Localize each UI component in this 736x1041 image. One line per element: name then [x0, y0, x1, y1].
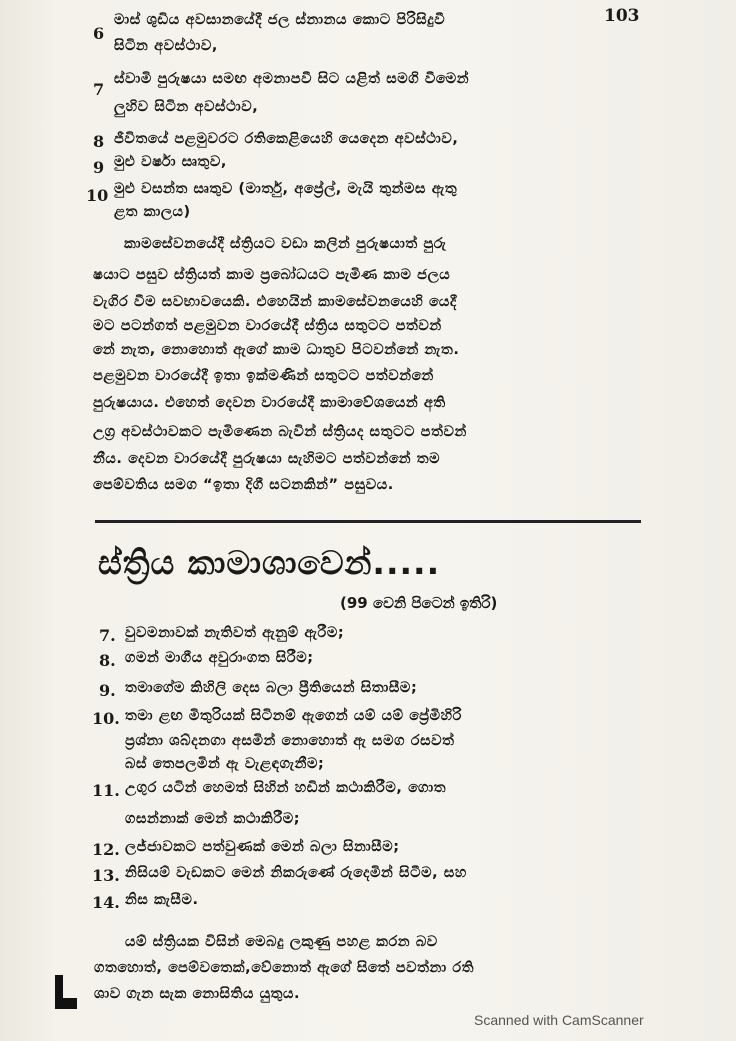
- list-item-number: 7: [93, 80, 105, 99]
- list-item-number: 14.: [92, 893, 120, 912]
- list-item-line: නිස කැසීම.: [125, 892, 199, 908]
- list-item-number: 9.: [99, 681, 116, 700]
- list-item-number: 7.: [99, 626, 116, 645]
- list-item-line: මාස් ශුඩිය අවසානයේදී ජල ස්නානය කොට පිරිසිදුවී: [114, 12, 446, 28]
- list-item-line: ජීවිතයේ පළමුවරට රතිකෙළියෙහි යෙදෙන අවස්ථාව,: [114, 131, 459, 147]
- list-item-line: බස් තෙපලමින් ඇ වැළඳගැනීම;: [125, 756, 325, 772]
- list-item-line: ස්වාමි පුරුෂයා සමඟ අමනාපවී සිට යළිත් සමගි වීමෙන්: [114, 71, 470, 87]
- paragraph-line: කාමසේවනයේදී ස්ත්‍රියට වඩා කලින් පුරුෂයාත් පුරු: [124, 236, 447, 252]
- paragraph-line: පුරුෂයාය. එහෙත් දෙවන වාරයේදී කාමාවේශයෙන් අති: [93, 395, 446, 411]
- paragraph-line: වැගිර වීම සවභාවයෙකි. එහෙයින් කාමසේවනයෙහි යෙදී: [93, 294, 457, 310]
- paragraph-line: නීය. දෙවන වාරයේදී පුරුෂයා සැහිමට පත්වන්නේ තම: [93, 451, 441, 467]
- list-item-line: ප්‍රශ්නා ශබ්දනගා අසමින් නොහොත් ඇ සමග රසවත්: [125, 733, 455, 749]
- section-divider: [95, 520, 641, 523]
- list-item-line: උගුර යටින් හෙමත් සිහින් හඩින් කථාකිරීම, ගොත: [125, 780, 447, 796]
- list-item-line: සිටින අවස්ථාව,: [114, 38, 218, 54]
- list-item-line: මුළු වසන්ත සෘතුව (මාර්තු, අප්‍රේල්, මැයි තුන්මස ඇතු: [114, 181, 458, 197]
- list-item-number: 10: [86, 186, 109, 205]
- list-item-line: ලජ්ජාවකට පත්වුණක් මෙන් බලා සිනාසීම;: [125, 839, 400, 855]
- list-item-number: 13.: [92, 866, 120, 885]
- closing-line: ශාව ගැන සැක නොසිතිය යුතුය.: [94, 986, 301, 1002]
- page-number: 103: [604, 6, 640, 26]
- paragraph-line: මට පටන්ගත් පළමුවන වාරයේදී ස්ත්‍රිය සතුටට පත්වන්: [93, 318, 442, 334]
- list-item-line: ළත කාලය): [114, 204, 191, 220]
- list-item-line: මුළු වර්ෂා සෘතුව,: [114, 154, 228, 170]
- paragraph-line: උග්‍ර අවස්ථාවකට පැමිණෙන බැවින් ස්ත්‍රියද සතුටට පත්වන්: [93, 424, 467, 440]
- list-item-number: 9: [93, 158, 105, 177]
- list-item-line: තමා ළඟ මිතුරියක් සිටිනම් ඇගෙන් යම් යම් ප්‍රේමිහිරි: [125, 708, 462, 724]
- closing-line: යම් ස්ත්‍රියක විසින් මෙබදු ලකුණු පහළ කරන බව: [125, 934, 438, 950]
- list-item-line: නිසියම් වැඩකට මෙන් නිකරුණේ රුදෙමින් සිටීම, සහ: [125, 865, 467, 881]
- list-item-line: ගසන්නාක් මෙන් කථාකිරීම;: [125, 811, 301, 827]
- list-item-number: 8: [93, 132, 105, 151]
- paragraph-line: නේ නැත, නොහොත් ඇගේ කාම ධාතුව පිටවන්නේ නැත.: [93, 342, 460, 358]
- scan-edge-mark: [55, 975, 63, 1009]
- closing-line: ගතහොත්, පෙම්වතෙක්,වේනොත් ඇගේ සිතේ පවත්නා රති: [94, 960, 475, 976]
- list-item-number: 11.: [92, 781, 120, 800]
- section-subheading: (99 වෙනි පිටෙන් ඉතිරි): [340, 594, 498, 612]
- list-item-number: 6: [93, 24, 105, 43]
- list-item-line: ගමන් මාගීය අවුරාංගත සිරීම;: [125, 650, 314, 666]
- section-heading: ස්ත්‍රිය කාමාශාවෙන්.....: [98, 543, 441, 582]
- list-item-number: 12.: [92, 840, 120, 859]
- list-item-number: 8.: [99, 651, 116, 670]
- list-item-line: වුවමනාවක් නැතිවත් ඇනුම් ඇරීම;: [125, 625, 345, 641]
- paragraph-line: පළමුවන වාරයේදී ඉතා ඉක්මණින් සතුටට පත්වන්නේ: [93, 368, 434, 384]
- scan-edge-mark: [63, 998, 77, 1009]
- list-item-line: තමාගේම කිහිලි දෙස බලා ප්‍රීතියෙන් සිතාසීම;: [125, 680, 418, 696]
- paragraph-line: පෙම්වතිය සමග “ඉතා දිගී සටනකින්” පසුවය.: [93, 477, 394, 493]
- list-item-line: ලුහිව සිටින අවස්ථාව,: [114, 99, 259, 115]
- paragraph-line: ෂයාට පසුව ස්ත්‍රියත් කාම ප්‍රබෝධයට පැමිණ කාම ජලය: [93, 267, 451, 283]
- list-item-number: 10.: [92, 709, 120, 728]
- scanner-watermark: Scanned with CamScanner: [474, 1012, 644, 1028]
